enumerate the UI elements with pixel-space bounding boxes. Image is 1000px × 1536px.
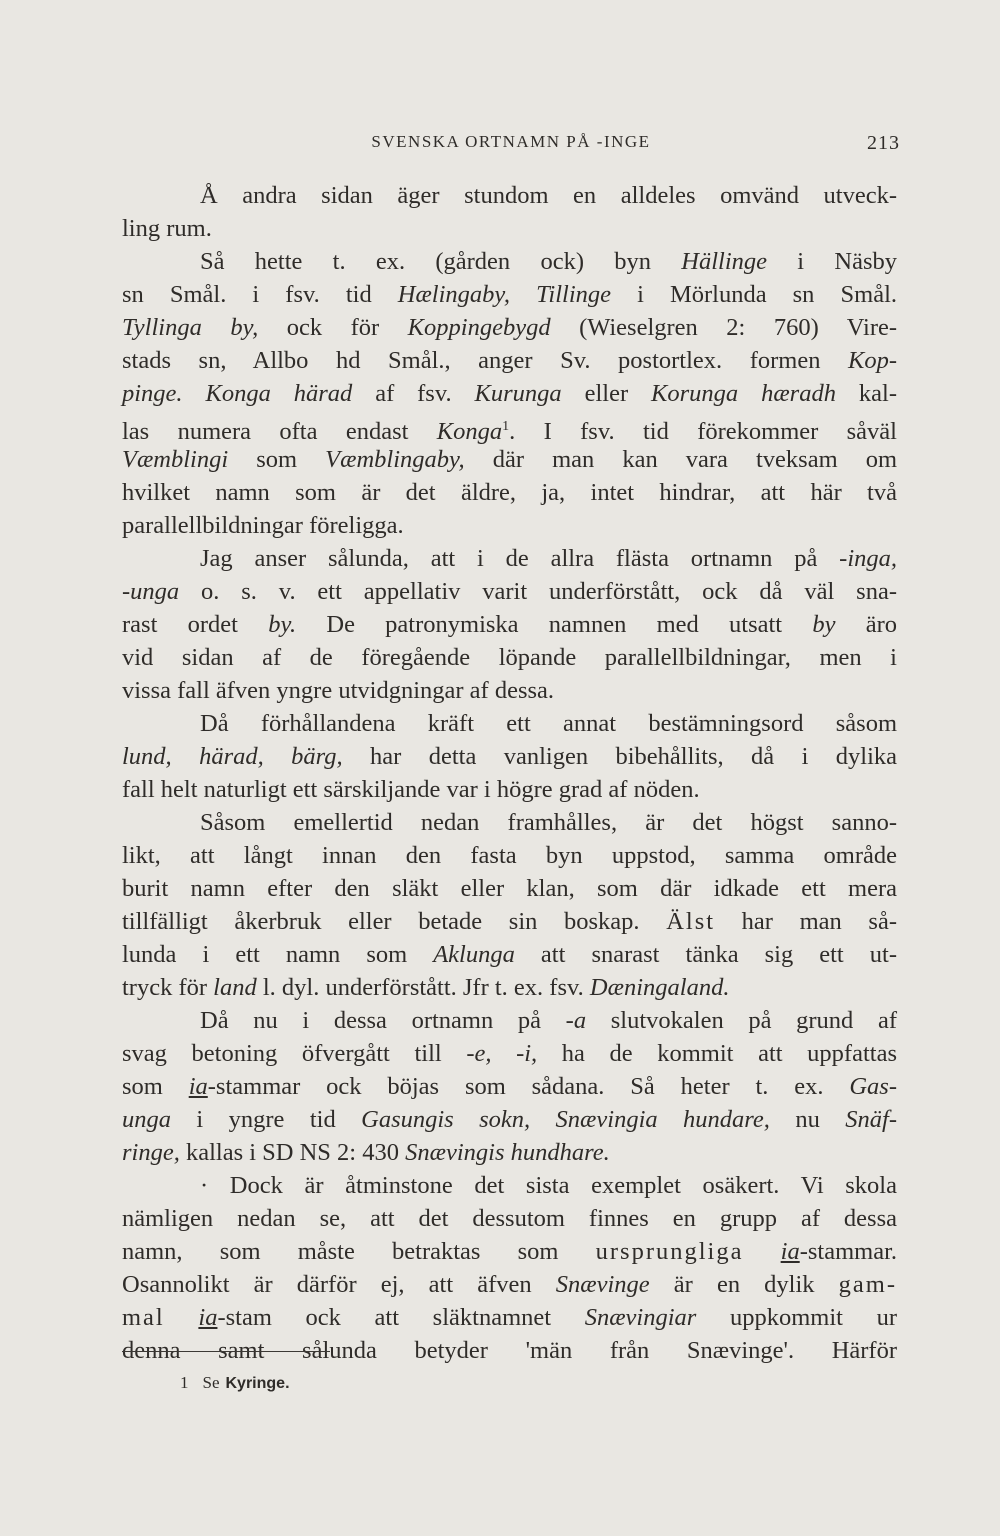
text-line xyxy=(122,674,897,707)
italic-text: land xyxy=(213,974,257,1001)
italic-text: Snævinge xyxy=(555,1271,650,1298)
italic-text: Tyllinga by, xyxy=(122,314,259,341)
text-line xyxy=(122,1136,897,1169)
text-span: las numera ofta endast xyxy=(122,418,437,446)
text-line xyxy=(122,1235,897,1268)
text-line xyxy=(122,278,897,311)
text-line xyxy=(122,1268,897,1301)
text-span: äro xyxy=(835,611,897,638)
text-span: eller xyxy=(561,380,652,407)
italic-text: by xyxy=(812,611,836,638)
text-span: Då nu i dessa ortnamn på xyxy=(200,1007,566,1034)
text-span: nämligen nedan se, att det dessutom finnes en grupp af dessa xyxy=(122,1205,897,1232)
italic-text: Hælingaby, Tillinge xyxy=(397,281,612,308)
italic-text: ia xyxy=(780,1238,800,1265)
italic-text: Kop- xyxy=(848,347,897,374)
text-span: svag betoning öfvergått till xyxy=(122,1040,467,1067)
text-span: gam- xyxy=(838,1271,897,1298)
text-span: har detta vanligen bibehållits, då i dylika xyxy=(342,743,898,770)
italic-text: unga xyxy=(122,1106,171,1133)
text-span: Osannolikt är därför ej, att äfven xyxy=(122,1271,556,1298)
running-title: SVENSKA ORTNAMN PÅ -INGE xyxy=(371,132,651,151)
text-line xyxy=(122,377,897,410)
italic-text: -e, -i, xyxy=(466,1040,538,1067)
body-text xyxy=(122,179,897,1367)
text-span: som xyxy=(122,1073,189,1100)
italic-text: ia xyxy=(188,1073,208,1100)
text-span: vid sidan af de föregående löpande parallellbildningar, men i xyxy=(122,644,897,671)
italic-text: by. xyxy=(268,611,297,638)
text-span: i yngre tid xyxy=(171,1106,362,1133)
text-span: parallellbildningar föreligga. xyxy=(122,512,404,539)
footnote-number: 1 xyxy=(180,1373,189,1392)
text-span: namn, som måste betraktas som xyxy=(122,1238,596,1265)
text-span: . I fsv. tid förekommer såväl xyxy=(509,418,897,446)
text-span: ling rum. xyxy=(122,215,212,242)
italic-text: Aklunga xyxy=(433,941,515,968)
italic-text: Korunga hæradh xyxy=(651,380,836,407)
italic-text: Dæningaland. xyxy=(589,974,730,1001)
text-span: Älst xyxy=(666,908,716,935)
text-span: De patronymiska namnen med utsatt xyxy=(296,611,813,638)
text-span: i Mörlunda sn Smål. xyxy=(611,281,897,308)
text-span xyxy=(743,1238,780,1265)
text-span: slutvokalen på grund af xyxy=(586,1007,897,1034)
text-span: tillfälligt åkerbruk eller betade sin boskap. xyxy=(122,908,667,935)
text-span: o. s. v. ett appellativ varit underförstått, ock då väl sna- xyxy=(179,578,897,605)
italic-text: Koppingebygd xyxy=(407,314,551,341)
footnote-marker: 1 xyxy=(502,419,510,434)
text-span: sn Smål. i fsv. tid xyxy=(122,281,398,308)
text-line xyxy=(122,1070,897,1103)
italic-text: Gasungis sokn, Snævingia hundare, xyxy=(361,1106,770,1133)
text-span: lunda i ett namn som xyxy=(122,941,434,968)
text-span: vissa fall äfven yngre utvidgningar af dessa. xyxy=(122,677,555,704)
footnote-prefix: Se xyxy=(202,1373,220,1392)
text-span: Å andra sidan äger stundom en alldeles omvänd utveck- xyxy=(200,182,897,209)
text-line xyxy=(122,1004,897,1037)
text-span: · Dock är åtminstone det sista exemplet osäkert. Vi skola xyxy=(200,1172,897,1199)
text-span: (Wieselgren 2: 760) Vire- xyxy=(550,314,898,341)
italic-text: Kurunga xyxy=(474,380,562,407)
text-span: är en dylik xyxy=(649,1271,839,1298)
text-span xyxy=(165,1304,199,1331)
text-span: där man kan vara tveksam om xyxy=(464,446,898,473)
text-line xyxy=(122,1037,897,1070)
text-span: denna samt sålunda betyder 'män från Snævinge'. Härför xyxy=(122,1337,897,1364)
italic-text: pinge. Konga härad xyxy=(122,380,353,407)
text-span: kallas i SD NS 2: 430 xyxy=(179,1139,406,1166)
text-span: kal- xyxy=(835,380,897,407)
text-span: af fsv. xyxy=(352,380,475,407)
text-line xyxy=(122,542,897,575)
text-span: Då förhållandena kräft ett annat bestämningsord såsom xyxy=(200,710,897,737)
text-line xyxy=(122,476,897,509)
italic-text: ia xyxy=(198,1304,218,1331)
italic-text: ringe, xyxy=(122,1139,180,1166)
text-line xyxy=(122,443,897,476)
page-number: 213 xyxy=(867,132,900,154)
text-line xyxy=(122,212,897,245)
text-span: ha de kommit att uppfattas xyxy=(537,1040,897,1067)
italic-text: -unga xyxy=(122,578,180,605)
text-line xyxy=(122,839,897,872)
italic-text: Hällinge xyxy=(681,248,768,275)
text-span: tryck för xyxy=(122,974,214,1001)
italic-text: Snævingis hundhare. xyxy=(405,1139,610,1166)
text-line xyxy=(122,641,897,674)
text-span: nu xyxy=(769,1106,846,1133)
text-span: Så hette t. ex. (gården ock) byn xyxy=(200,248,682,275)
text-span: l. dyl. underförstått. Jfr t. ex. fsv. xyxy=(256,974,590,1001)
text-line xyxy=(122,905,897,938)
italic-text: -inga, xyxy=(839,545,897,572)
text-span: Såsom emellertid nedan framhålles, är det högst sanno- xyxy=(200,809,897,836)
text-line xyxy=(122,971,897,1004)
text-span: hvilket namn som är det äldre, ja, intet hindrar, att här två xyxy=(122,479,897,506)
text-line xyxy=(122,1202,897,1235)
italic-text: Snäf- xyxy=(845,1106,897,1133)
italic-text: Konga xyxy=(436,418,503,446)
text-span: som xyxy=(228,446,326,473)
italic-text: Snævingiar xyxy=(584,1304,697,1331)
italic-text: Gas- xyxy=(849,1073,897,1100)
text-line xyxy=(122,344,897,377)
text-line xyxy=(122,575,897,608)
text-line xyxy=(122,773,897,806)
text-span: har man så- xyxy=(715,908,897,935)
italic-text: -a xyxy=(565,1007,587,1034)
text-span: Jag anser sålunda, att i de allra flästa ortnamn på xyxy=(200,545,840,572)
text-span: i Näsby xyxy=(767,248,897,275)
footnote xyxy=(180,1373,290,1393)
running-head xyxy=(122,132,900,160)
text-span: burit namn efter den släkt eller klan, som där idkade ett mera xyxy=(122,875,897,902)
text-span: ock för xyxy=(258,314,408,341)
italic-text: Væmblingi xyxy=(122,446,229,473)
text-line xyxy=(122,1301,897,1334)
text-span: mal xyxy=(122,1304,165,1331)
text-span: -stammar. xyxy=(799,1238,897,1265)
italic-text: lund, härad, bärg, xyxy=(122,743,343,770)
footnote-rule xyxy=(122,1351,330,1352)
text-line xyxy=(122,740,897,773)
text-span: uppkommit ur xyxy=(696,1304,897,1331)
text-line xyxy=(122,938,897,971)
text-line xyxy=(122,410,897,446)
text-span: ursprungliga xyxy=(595,1238,744,1265)
italic-text: Væmblingaby, xyxy=(325,446,465,473)
text-span: likt, att långt innan den fasta byn uppstod, samma område xyxy=(122,842,897,869)
text-span: -stam ock att släktnamnet xyxy=(217,1304,585,1331)
text-line xyxy=(122,179,897,212)
text-line xyxy=(122,806,897,839)
footnote-term: Kyringe. xyxy=(225,1375,290,1392)
text-line xyxy=(122,872,897,905)
text-span: stads sn, Allbo hd Smål., anger Sv. postortlex. formen xyxy=(122,347,848,374)
text-span: rast ordet xyxy=(122,611,269,638)
text-line xyxy=(122,1169,897,1202)
text-span: -stammar ock böjas som sådana. Så heter t. ex. xyxy=(207,1073,850,1100)
text-line xyxy=(122,509,897,542)
text-span: fall helt naturligt ett särskiljande var i högre grad af nöden. xyxy=(122,776,700,803)
text-line xyxy=(122,1103,897,1136)
text-line xyxy=(122,311,897,344)
text-line xyxy=(122,245,897,278)
text-line xyxy=(122,707,897,740)
text-span: att snarast tänka sig ett ut- xyxy=(514,941,898,968)
text-line xyxy=(122,608,897,641)
